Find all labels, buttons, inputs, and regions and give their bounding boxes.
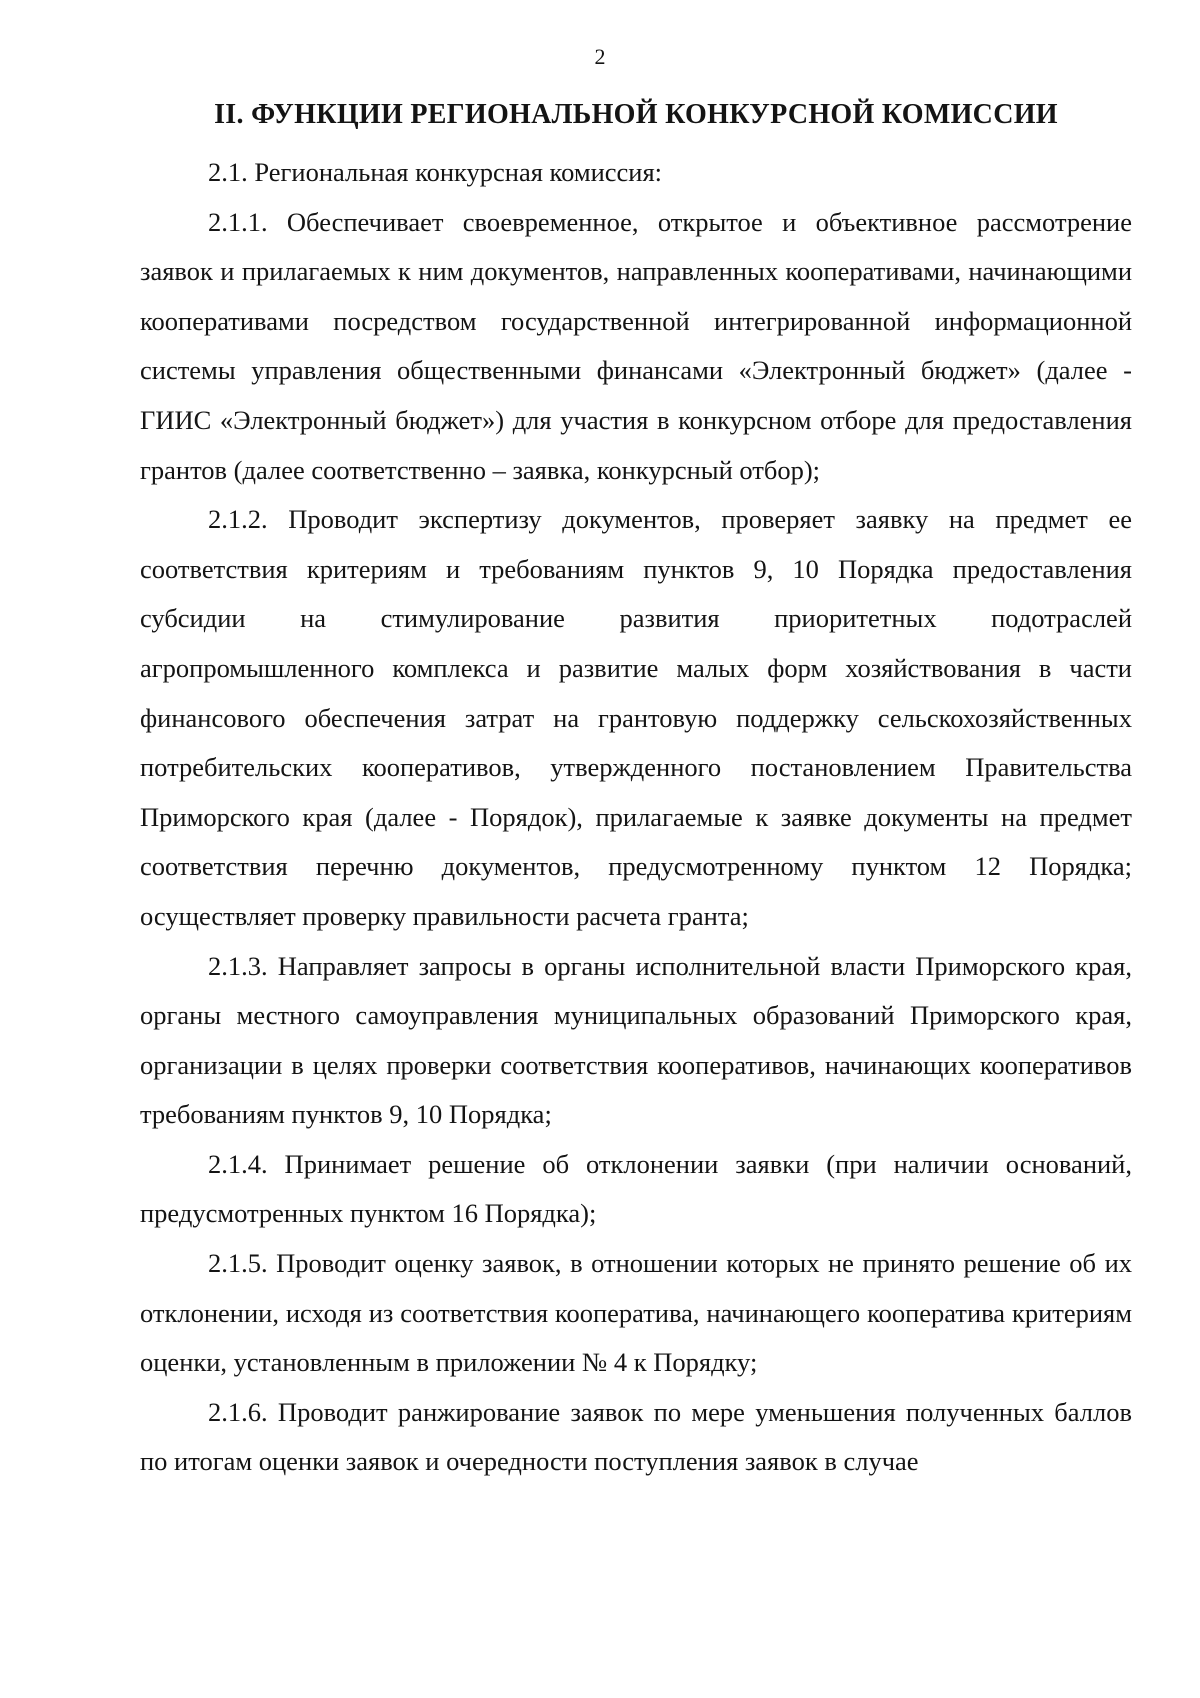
paragraph-2-1: 2.1. Региональная конкурсная комиссия: [208,157,663,187]
section-title: II. ФУНКЦИИ РЕГИОНАЛЬНОЙ КОНКУРСНОЙ КОМИССИИ [214,99,1058,130]
paragraph-2-1-5: 2.1.5. Проводит оценку заявок, в отношении которых не принято решение об их отклонении, исходя из соответствия кооператива, начинающего кооператива критериям оценки, установленным в приложении № 4 к Порядку; [140,1248,1132,1378]
paragraph-2-1-6: 2.1.6. Проводит ранжирование заявок по мере уменьшения полученных баллов по итогам оценки заявок и очередности поступления заявок в случае [140,1396,1132,1477]
paragraph-2-1-1: 2.1.1. Обеспечивает своевременное, открытое и объективное рассмотрение заявок и прилагаемых к ним документов, направленных кооперативами, начинающими кооперативами посредством государственной интегрированной информационной системы управления общественными финансами «Электронный бюджет» (далее - ГИИС «Электронный бюджет») для участия в конкурсном отборе для предоставления грантов (далее соответственно – заявка, конкурсный отбор); [140,206,1132,485]
paragraph-2-1-2: 2.1.2. Проводит экспертизу документов, проверяет заявку на предмет ее соответствия критериям и требованиям пунктов 9, 10 Порядка предоставления субсидии на стимулирование развития приоритетных подотраслей агропромышленного комплекса и развитие малых форм хозяйствования в части финансового обеспечения затрат на грантовую поддержку сельскохозяйственных потребительских кооперативов, утвержденного постановлением Правительства Приморского края (далее - Порядок), прилагаемые к заявке документы на предмет соответствия перечню документов, предусмотренному пунктом 12 Порядка; осуществляет проверку правильности расчета гранта; [140,504,1132,931]
page-number: 2 [594,44,606,69]
paragraph-2-1-3: 2.1.3. Направляет запросы в органы исполнительной власти Приморского края, органы местного самоуправления муниципальных образований Приморского края, организации в целях проверки соответствия кооперативов, начинающих кооперативов требованиям пунктов 9, 10 Порядка; [140,950,1132,1130]
document-body [140,148,1132,1487]
paragraph-2-1-4: 2.1.4. Принимает решение об отклонении заявки (при наличии оснований, предусмотренных пунктом 16 Порядка); [140,1148,1132,1229]
